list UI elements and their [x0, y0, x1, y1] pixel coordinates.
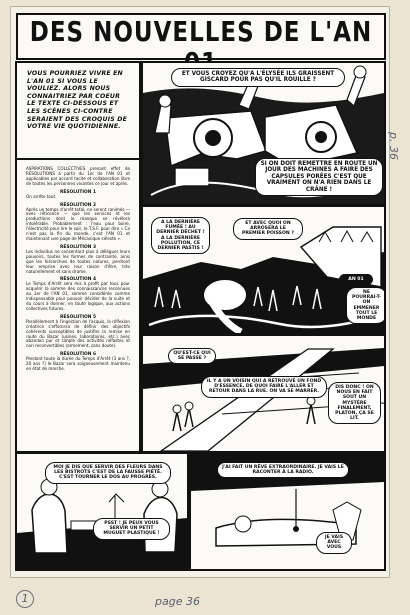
- resolution-label: RÉSOLUTION 6: [59, 352, 97, 358]
- panel-pollution: [141, 205, 386, 335]
- title-box: [16, 13, 386, 60]
- resolution-text: Après un temps d'arrêt total, ne seront ranimés — avec réticence — que les services et les productions dont le manque se révélera intolérable. Probablement : l'eau pour boire, l'électricité pour lire le soir, le T.S.F. pour dire « Ce n'est pas la fin du monde, c'est l'AN 01 et maintenant une page de Mécanique céleste ».: [26, 206, 130, 241]
- speech-bubble: J'AI FAIT UN RÊVE EXTRAORDINAIRE. JE VAIS LE RACONTER À LA RADIO.: [217, 462, 349, 478]
- page-title: DES NOUVELLES DE L'AN: [29, 16, 373, 48]
- panel-road: [141, 334, 386, 453]
- speech-bubble: IL Y A UN VOISIN QUI A RETROUVÉ UN FOND D'ESSENCE, DE QUOI FAIRE L'ALLER ET RETOUR DANS LA RUE. ON VA SE MARRER.: [201, 376, 327, 398]
- speech-bubble: NE POURRAI-T-ON EMMENER TOUT LE MONDE: [346, 287, 386, 324]
- resolution-text: On arrête tout.: [26, 193, 57, 199]
- speech-bubble: SI ON DOIT REMETTRE EN ROUTE UN JOUR DES MACHINES A FAIRE DES CAPSULES PORÉES C'EST QUE VRAIMENT ON N'A RIEN DANS LE CRÂNE !: [255, 158, 383, 196]
- resolution-text: Pendant toute la durée du Temps d'Arrêt (3 ans ?, 20 ans ?) le Bazar sera soigneusement maintenu en état de marche.: [26, 356, 130, 372]
- resolutions-column: [15, 158, 141, 453]
- resolution-label: RÉSOLUTION 2: [59, 202, 97, 208]
- speech-bubble: ET AVEC QUOI ON ARROSERA LE PREMIER POISSON ?: [233, 218, 303, 240]
- side-pencil-note: p. 36: [387, 132, 400, 160]
- speech-bubble: JE VAIS AVEC VOUS: [316, 532, 352, 554]
- resolution-label: RÉSOLUTION 5: [59, 314, 97, 320]
- speech-bubble: ET VOUS CROYEZ QU'A L'ÉLYSÉE ILS GRAISSENT GISCARD POUR PAS QU'IL ROUILLE ?: [171, 68, 345, 87]
- speech-bubble: QU'EST-CE QUI SE PASSE ?: [168, 348, 216, 364]
- resolution-label: RÉSOLUTION 3: [59, 244, 97, 250]
- resolution-text: Les individus ne consentant plus à déléguer leurs pouvoirs, toutes les formes de contrainte, ainsi que les hiérarchies de toutes natures, perdront leur emprise avec leur raison d'être, très naturellement et sans drame.: [26, 248, 130, 274]
- resolution-label: RÉSOLUTION 4: [59, 277, 97, 283]
- corner-number: 1: [16, 590, 34, 608]
- intro-text: VOUS POURRIEZ VIVRE EN L'AN 01 SI VOUS LE VOULIEZ. ALORS NOUS CONNAITRIEZ PAR COEUR LE TEXTE CI-DESSOUS ET LES SCÈNES CI-CONTRE SERAIENT DES CROQUIS DE VOTRE VIE QUOTIDIENNE.: [27, 70, 128, 131]
- resolution-label: RÉSOLUTION 1: [59, 189, 97, 195]
- speech-bubble: MOI JE DIS QUE SERVIR DES FLEURS DANS LES BISTROTS C'EST DE LA FAUSSE PIÉTÉ. C'EST TOURNER LE DOS AU PROGRÈS.: [45, 462, 171, 484]
- panel-radio: [189, 452, 386, 571]
- resolution-text: Le Temps d'Arrêt sera mis à profit par tous pour acquérir la somme des connaissances reconnues au 1er de l'AN 01, somme considérée comme indispensable pour pouvoir décider de la suite et du cours à donner, en toute logique, aux actions collectives futures.: [26, 281, 130, 311]
- speech-bubble: DIS DONC ! ON NOUS EN FAIT SOUT UN MYSTÈRE FINALEMENT, PLATON, ÇA SE LIT.: [328, 382, 381, 424]
- panel-bistro: [15, 452, 189, 571]
- resolution-text: Parallèlement à l'ingestion de l'acquis, la réflexion créatrice s'efforcera de définir des objectifs cohérents susceptibles de justifier la remise en route du Bazar (usines, laboratoires, etc.) avec abandon pur et simple des activités néfastes et non reconvertibles (armement, sans doute).: [26, 318, 130, 349]
- intro-box: [15, 61, 141, 161]
- resolutions-heading: ASPIRATIONS COLLECTIVES prenant effet de RÉSOLUTIONS à partir du 1er de l'AN 01 et applicables par accord tacite et collaboration libre de toutes les personnes vivantes ce jour et après.: [26, 166, 130, 186]
- speech-bubble: A LA DERNIÈRE FUMÉE ! AU DERNIER DÉCHET ! A LA DERNIÈRE POLLUTION, CE DERNIER PASTIS !: [151, 217, 210, 254]
- panel-elysee: [141, 61, 386, 206]
- bottom-pencil-note: page 36: [155, 595, 200, 608]
- an01-sign: AN 01: [339, 274, 373, 285]
- speech-bubble: PSST ! JE PEUX VOUS SERVIR UN PETIT MUGUET PLASTIQUE !: [93, 518, 170, 540]
